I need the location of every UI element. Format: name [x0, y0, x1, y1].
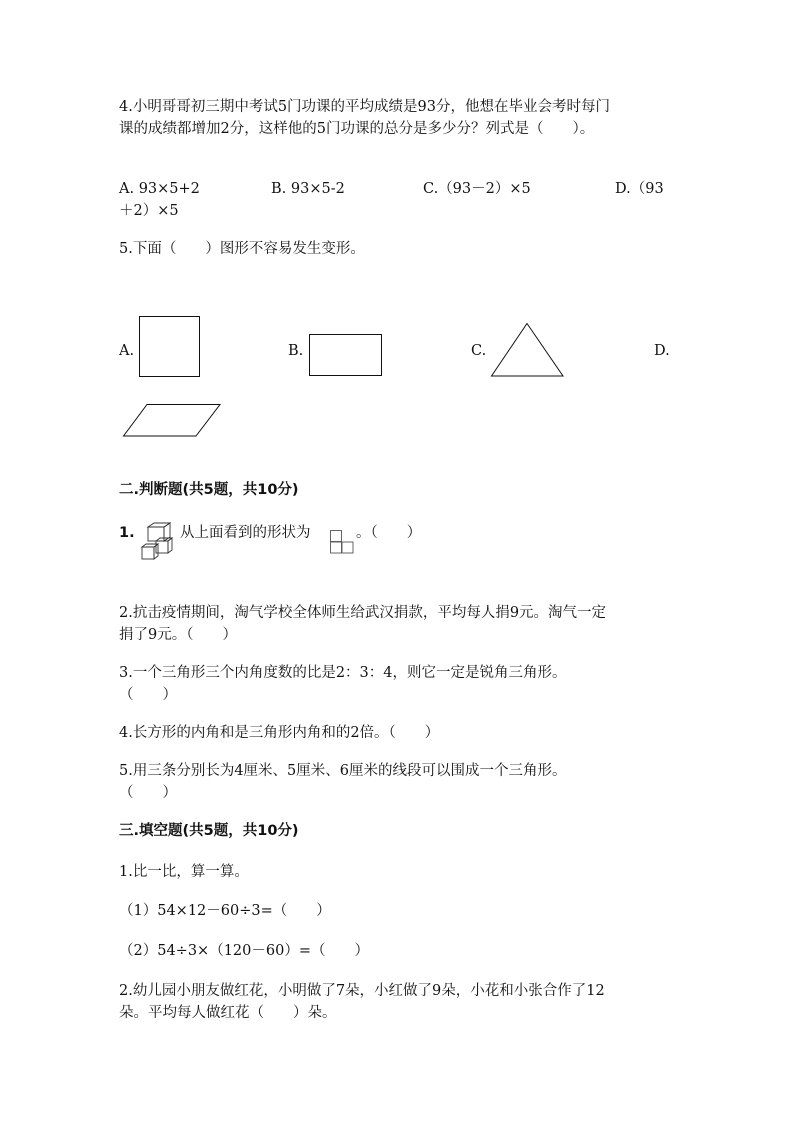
section3-heading: 三.填空题(共5题，共10分)	[119, 823, 299, 839]
s2-q4-text: 4.长方形的内角和是三角形内角和的2倍。（ ）	[119, 725, 440, 741]
cube-stack-icon	[138, 523, 178, 560]
q4-option-a: A. 93×5+2	[119, 181, 200, 197]
q5-label-d: D.	[654, 343, 670, 359]
q4-text-line1: 4.小明哥哥初三期中考试5门功课的平均成绩是93分，他想在毕业会考时每门	[119, 99, 611, 115]
rectangle-shape	[309, 334, 382, 376]
s3-q2-line2: 朵。平均每人做红花（ ）朵。	[119, 1005, 337, 1021]
q4-option-d: D.（93	[615, 181, 664, 197]
s3-q1-sub2: （2）54÷3×（120－60）=（ ）	[119, 943, 369, 959]
s2-q2-line2: 捐了9元。（ ）	[119, 627, 237, 643]
parallelogram-shape	[123, 404, 221, 437]
s2-q1-number: 1.	[119, 525, 135, 541]
s2-q1-text: 从上面看到的形状为	[180, 525, 311, 541]
q4-text-line2: 课的成绩都增加2分，这样他的5门功课的总分是多少分？列式是（ ）。	[119, 121, 595, 137]
q5-label-c: C.	[471, 343, 487, 359]
s2-q5-line2: （ ）	[119, 785, 177, 801]
s3-q1-sub1: （1）54×12－60÷3=（ ）	[119, 903, 331, 919]
s2-q5-line1: 5.用三条分别长为4厘米、5厘米、6厘米的线段可以围成一个三角形。	[119, 763, 567, 779]
triangle-shape	[491, 323, 564, 377]
s2-q2-line1: 2.抗击疫情期间，淘气学校全体师生给武汉捐款，平均每人捐9元。淘气一定	[119, 605, 607, 621]
s2-q3-line2: （ ）	[119, 687, 177, 703]
s2-q1-tail: 。（ ）	[356, 525, 422, 541]
s3-q1-title: 1.比一比，算一算。	[119, 864, 249, 880]
q5-label-b: B.	[288, 343, 304, 359]
q4-option-b: B. 93×5-2	[271, 181, 345, 197]
q4-option-c: C.（93－2）×5	[423, 181, 531, 197]
section2-heading: 二.判断题(共5题，共10分)	[119, 482, 299, 498]
s3-q2-line1: 2.幼儿园小朋友做红花，小明做了7朵，小红做了9朵，小花和小张合作了12	[119, 983, 605, 999]
q4-option-d-continued: ＋2）×5	[119, 203, 179, 219]
square-shape	[139, 316, 200, 377]
s2-q3-line1: 3.一个三角形三个内角度数的比是2：3：4，则它一定是锐角三角形。	[119, 665, 567, 681]
top-view-grid-icon	[330, 530, 354, 555]
q5-label-a: A.	[119, 343, 135, 359]
q5-text: 5.下面（ ）图形不容易发生变形。	[119, 241, 365, 257]
